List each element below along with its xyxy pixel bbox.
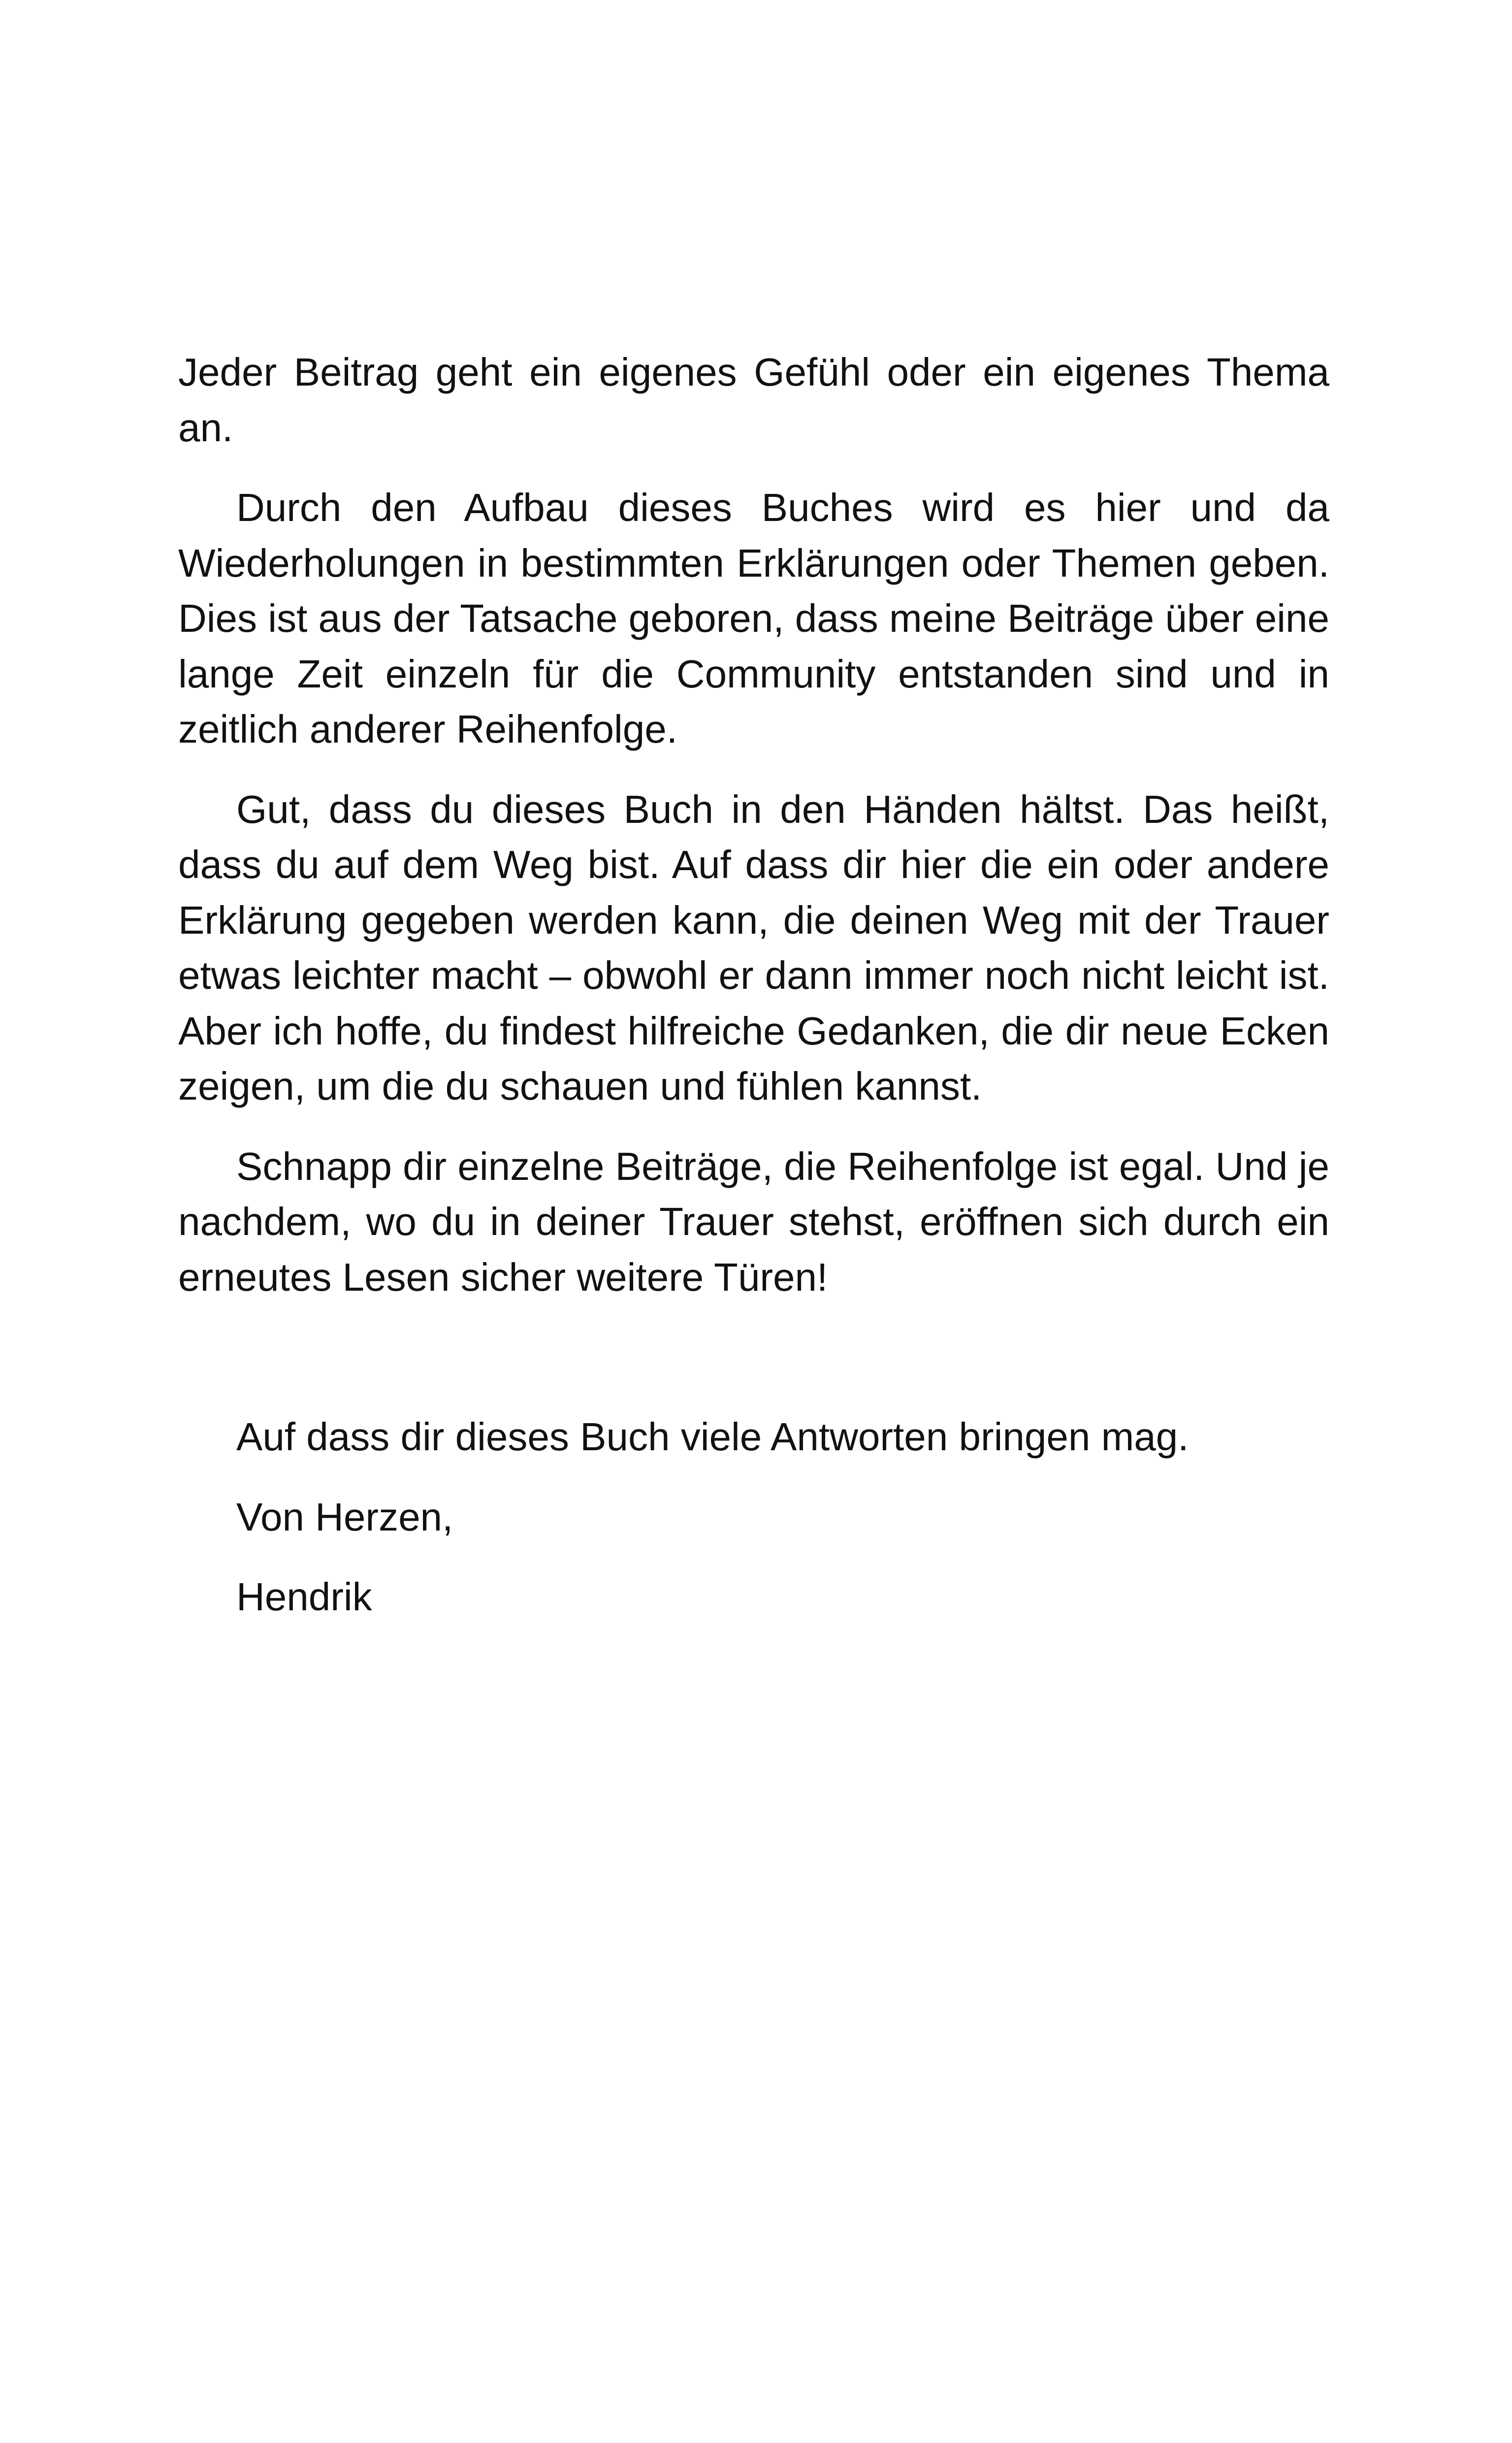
closing-greeting: Von Herzen, (236, 1495, 453, 1539)
paragraph-1: Jeder Beitrag geht ein eigenes Gefühl oder ein eigenes Thema an. (178, 350, 1329, 450)
closing-section (178, 1409, 1329, 1625)
paragraph-2: Durch den Aufbau dieses Buches wird es hier und da Wiederholungen in bestimmten Erklärungen oder Themen geben. Dies ist aus der Tatsache geboren, dass meine Beiträge über eine lange Zeit einzeln für die Community entstanden sind und in zeitlich anderer Reihenfolge. (178, 486, 1329, 751)
paragraph-3: Gut, dass du dieses Buch in den Händen hältst. Das heißt, dass du auf dem Weg bist. Auf dass dir hier die ein oder andere Erklärung gegeben werden kann, die deinen Weg mit der Trauer etwas leichter macht – obwohl er dann immer noch nicht leicht ist. Aber ich hoffe, du findest hilfreiche Gedanken, die dir neue Ecken zeigen, um die du schauen und fühlen kannst. (178, 787, 1329, 1108)
body-text (178, 345, 1329, 1650)
author-signature: Hendrik (236, 1575, 372, 1619)
paragraph-4: Schnapp dir einzelne Beiträge, die Reihenfolge ist egal. Und je nachdem, wo du in deiner Trauer stehst, eröffnen sich durch ein erneutes Lesen sicher weitere Türen! (178, 1144, 1329, 1299)
closing-wish: Auf dass dir dieses Buch viele Antworten bringen mag. (236, 1415, 1189, 1459)
